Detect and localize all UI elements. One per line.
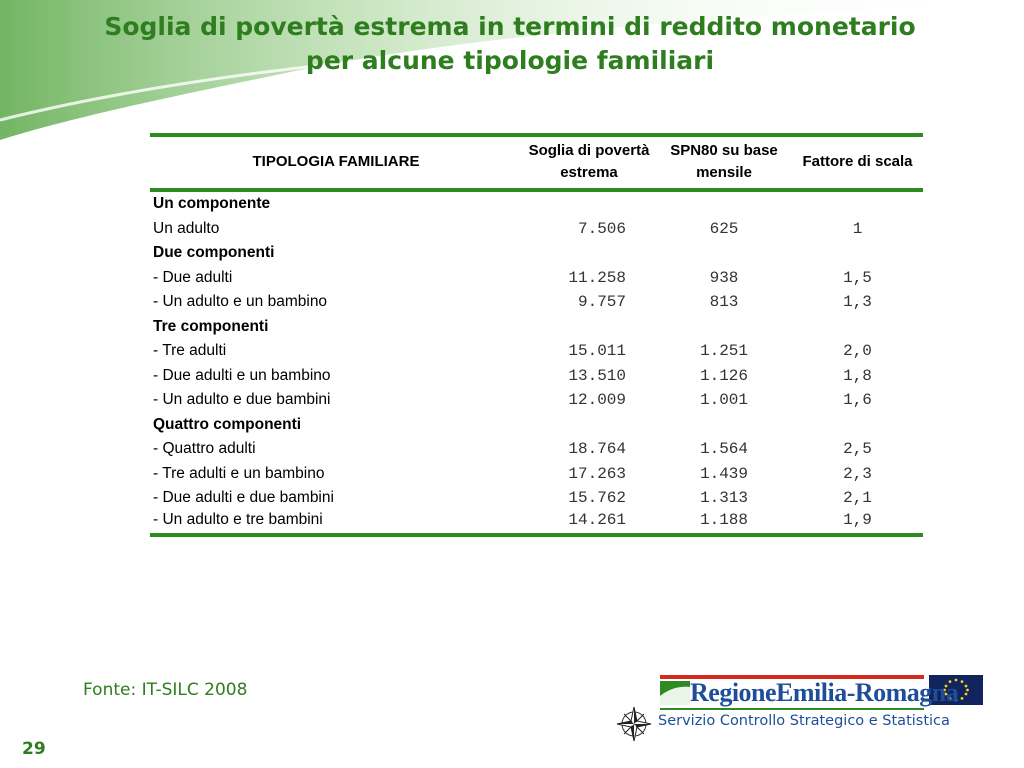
row-label: - Tre adulti e un bambino (153, 464, 325, 482)
cell-soglia (522, 413, 656, 438)
header-tipologia: TIPOLOGIA FAMILIARE (252, 153, 420, 170)
table-row (150, 266, 923, 291)
table-row (150, 217, 923, 242)
cell-soglia: 7.506 (577, 219, 626, 238)
row-label: Un adulto (153, 219, 220, 237)
row-label: - Due adulti e due bambini (153, 489, 334, 507)
cell-soglia: 12.009 (568, 391, 626, 410)
cell-fattore (792, 241, 923, 266)
cell-soglia: 11.258 (568, 268, 626, 287)
table-group-row (150, 192, 923, 217)
cell-fattore: 2,1 (843, 489, 872, 508)
cell-spn80: 1.126 (699, 366, 748, 385)
page-number: 29 (22, 739, 46, 759)
table-body (150, 192, 923, 533)
table-row (150, 511, 923, 533)
cell-soglia: 15.762 (568, 489, 626, 508)
source-note: Fonte: IT-SILC 2008 (83, 680, 248, 700)
cell-spn80 (656, 241, 792, 266)
row-label: - Quattro adulti (153, 440, 256, 458)
row-label: - Due adulti e un bambino (153, 366, 331, 384)
data-table (150, 133, 923, 537)
table-row (150, 290, 923, 315)
cell-spn80: 1.564 (699, 440, 748, 459)
row-label: - Tre adulti (153, 342, 227, 360)
cell-spn80: 1.251 (699, 342, 748, 361)
table-row (150, 486, 923, 511)
row-label: Due componenti (153, 244, 275, 262)
cell-fattore (792, 315, 923, 340)
cell-spn80: 1.313 (699, 489, 748, 508)
table-group-row (150, 241, 923, 266)
table-row (150, 364, 923, 389)
cell-fattore: 1,3 (843, 293, 872, 312)
table-group-row (150, 413, 923, 438)
cell-fattore: 1,8 (843, 366, 872, 385)
service-name: Servizio Controllo Strategico e Statistica (658, 713, 950, 729)
table-row (150, 437, 923, 462)
header-fattore: Fattore di scala (802, 153, 913, 170)
title-line-2: per alcune tipologie familiari (305, 46, 715, 75)
cell-fattore (792, 192, 923, 217)
cell-soglia: 13.510 (568, 366, 626, 385)
region-name: RegioneEmilia-Romagna (690, 678, 959, 707)
cell-soglia: 17.263 (568, 464, 626, 483)
table-row (150, 339, 923, 364)
cell-soglia: 9.757 (577, 293, 626, 312)
cell-soglia: 18.764 (568, 440, 626, 459)
title-line-1: Soglia di povertà estrema in termini di reddito monetario (104, 12, 916, 41)
compass-rose-icon (617, 707, 651, 741)
cell-spn80: 938 (709, 268, 739, 287)
cell-soglia (522, 192, 656, 217)
cell-fattore: 2,0 (843, 342, 872, 361)
row-label: Un componente (153, 195, 271, 213)
cell-spn80: 1.439 (699, 464, 748, 483)
row-label: - Un adulto e tre bambini (153, 510, 323, 528)
table-header-row (150, 137, 923, 188)
table-bottom-rule (150, 533, 923, 537)
cell-spn80: 813 (709, 293, 739, 312)
table-row (150, 462, 923, 487)
header-soglia: Soglia di povertà estrema (528, 142, 650, 181)
cell-spn80: 625 (709, 219, 739, 238)
header-spn80: SPN80 su base mensile (670, 142, 778, 181)
cell-soglia (522, 241, 656, 266)
cell-fattore: 2,5 (843, 440, 872, 459)
cell-spn80 (656, 413, 792, 438)
page-title (40, 10, 980, 78)
row-label: - Due adulti (153, 268, 233, 286)
table-group-row (150, 315, 923, 340)
cell-fattore: 2,3 (843, 464, 872, 483)
row-label: - Un adulto e un bambino (153, 293, 328, 311)
cell-spn80 (656, 192, 792, 217)
cell-fattore: 1,9 (843, 510, 872, 529)
row-label: - Un adulto e due bambini (153, 391, 331, 409)
cell-fattore: 1,6 (843, 391, 872, 410)
cell-fattore: 1 (852, 219, 863, 238)
cell-fattore (792, 413, 923, 438)
row-label: Quattro componenti (153, 415, 302, 433)
cell-spn80 (656, 315, 792, 340)
cell-spn80: 1.001 (699, 391, 748, 410)
row-label: Tre componenti (153, 317, 269, 335)
table-row (150, 388, 923, 413)
cell-fattore: 1,5 (843, 268, 872, 287)
cell-soglia: 14.261 (568, 510, 626, 529)
cell-spn80: 1.188 (699, 510, 748, 529)
cell-soglia (522, 315, 656, 340)
cell-soglia: 15.011 (568, 342, 626, 361)
